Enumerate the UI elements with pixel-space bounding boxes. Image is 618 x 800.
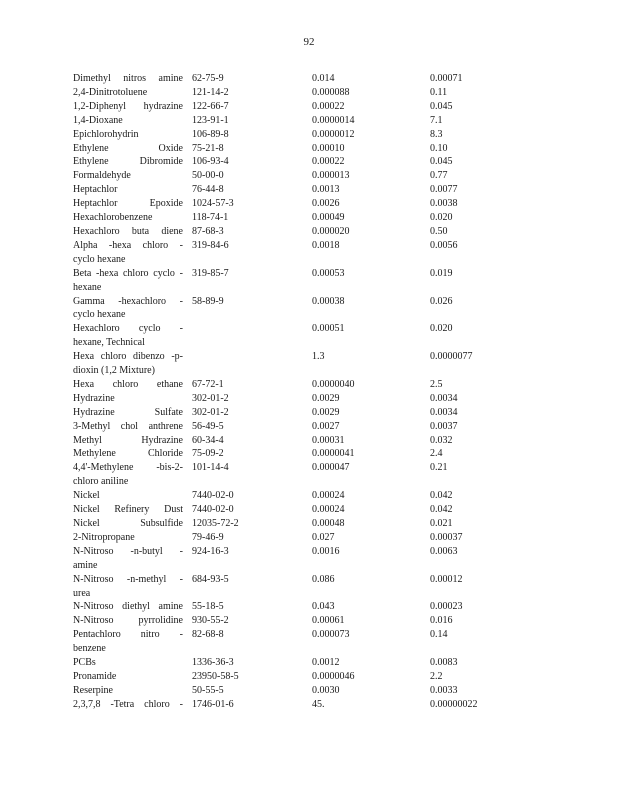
cas-number-cell: 50-55-5 bbox=[192, 684, 224, 696]
chemical-name-line: N-Nitroso pyrrolidine bbox=[73, 615, 183, 627]
chemical-name-cell bbox=[73, 225, 183, 239]
value-1-cell: 0.000047 bbox=[312, 462, 350, 474]
column-gap bbox=[183, 350, 192, 378]
value-1-cell: 0.0000041 bbox=[312, 448, 355, 460]
chemical-name-cell bbox=[73, 684, 183, 698]
value-1-cell: 0.00024 bbox=[312, 504, 345, 516]
value-1-cell: 0.0000014 bbox=[312, 114, 355, 126]
value-2-cell: 0.77 bbox=[430, 170, 448, 182]
cas-number-cell: 319-85-7 bbox=[192, 267, 229, 279]
chemical-name-line: 2-Nitropropane bbox=[73, 531, 135, 543]
chemical-name-line: hexane, Technical bbox=[73, 337, 145, 349]
value-1-cell: 0.0027 bbox=[312, 420, 340, 432]
cas-number-cell: 1024-57-3 bbox=[192, 198, 234, 210]
chemical-name-cell bbox=[73, 350, 183, 378]
cas-number-cell: 1336-36-3 bbox=[192, 657, 234, 669]
cas-number-cell: 930-55-2 bbox=[192, 615, 229, 627]
table-row bbox=[73, 447, 530, 461]
table-row bbox=[73, 656, 530, 670]
chemical-name-cell bbox=[73, 392, 183, 406]
chemical-name-line: Heptachlor bbox=[73, 184, 118, 196]
chemical-name-line: urea bbox=[73, 587, 91, 599]
cas-number-cell: 302-01-2 bbox=[192, 406, 229, 418]
table-row bbox=[73, 239, 530, 267]
value-2-cell: 0.0077 bbox=[430, 184, 458, 196]
value-2-cell: 2.5 bbox=[430, 378, 443, 390]
cas-number-cell: 101-14-4 bbox=[192, 462, 229, 474]
value-1-cell: 0.0000012 bbox=[312, 128, 355, 140]
table-row bbox=[73, 684, 530, 698]
chemical-name-line: 2,4-Dinitrotoluene bbox=[73, 86, 148, 98]
column-gap bbox=[183, 142, 192, 156]
value-1-cell: 0.0000040 bbox=[312, 378, 355, 390]
value-1-cell: 0.000073 bbox=[312, 629, 350, 641]
table-row bbox=[73, 670, 530, 684]
chemical-name-cell bbox=[73, 183, 183, 197]
chemical-name-cell bbox=[73, 670, 183, 684]
value-1-cell: 1.3 bbox=[312, 351, 325, 363]
column-gap bbox=[183, 211, 192, 225]
value-1-cell: 0.00022 bbox=[312, 156, 345, 168]
chemical-name-cell bbox=[73, 267, 183, 295]
column-gap bbox=[183, 628, 192, 656]
cas-number-cell: 106-93-4 bbox=[192, 156, 229, 168]
chemical-name-cell bbox=[73, 155, 183, 169]
table-row bbox=[73, 350, 530, 378]
column-gap bbox=[183, 656, 192, 670]
value-1-cell: 0.0026 bbox=[312, 198, 340, 210]
chemical-name-line: cyclo hexane bbox=[73, 253, 126, 265]
value-2-cell: 7.1 bbox=[430, 114, 443, 126]
table-row bbox=[73, 392, 530, 406]
cas-number-cell: 121-14-2 bbox=[192, 86, 229, 98]
chemical-name-line: PCBs bbox=[73, 657, 96, 669]
value-1-cell: 0.00061 bbox=[312, 615, 345, 627]
table-row bbox=[73, 378, 530, 392]
cas-number-cell: 7440-02-0 bbox=[192, 490, 234, 502]
chemical-name-cell bbox=[73, 517, 183, 531]
chemical-name-line: Nickel Subsulfide bbox=[73, 518, 183, 529]
table-row bbox=[73, 225, 530, 239]
table-row bbox=[73, 142, 530, 156]
column-gap bbox=[183, 614, 192, 628]
chemical-name-cell bbox=[73, 239, 183, 267]
column-gap bbox=[183, 698, 192, 712]
table-row bbox=[73, 295, 530, 323]
value-2-cell: 0.0037 bbox=[430, 420, 458, 432]
column-gap bbox=[183, 86, 192, 100]
value-1-cell: 0.0030 bbox=[312, 684, 340, 696]
column-gap bbox=[183, 225, 192, 239]
value-2-cell: 0.00012 bbox=[430, 573, 463, 585]
cas-number-cell: 87-68-3 bbox=[192, 225, 224, 237]
chemical-name-line: Hydrazine bbox=[73, 392, 115, 404]
chemical-name-line: benzene bbox=[73, 643, 106, 655]
chemical-name-line: N-Nitroso diethyl amine bbox=[73, 601, 183, 613]
chemical-name-line: 1,2-Diphenyl hydrazine bbox=[73, 100, 183, 112]
cas-number-cell: 56-49-5 bbox=[192, 420, 224, 432]
chemical-name-line: N-Nitroso -n-methyl - bbox=[73, 573, 183, 585]
column-gap bbox=[183, 155, 192, 169]
column-gap bbox=[183, 183, 192, 197]
cas-number-cell: 82-68-8 bbox=[192, 629, 224, 641]
column-gap bbox=[183, 517, 192, 531]
cas-number-cell: 75-21-8 bbox=[192, 142, 224, 154]
chemical-name-cell bbox=[73, 72, 183, 86]
table-row bbox=[73, 211, 530, 225]
column-gap bbox=[183, 197, 192, 211]
table-body bbox=[73, 72, 530, 712]
column-gap bbox=[183, 100, 192, 114]
cas-number-cell: 60-34-4 bbox=[192, 434, 224, 446]
cas-number-cell: 924-16-3 bbox=[192, 545, 229, 557]
table-row bbox=[73, 698, 530, 712]
chemical-name-line: 1,4-Dioxane bbox=[73, 114, 123, 126]
cas-number-cell bbox=[192, 322, 312, 350]
value-1-cell: 0.0018 bbox=[312, 239, 340, 251]
chemical-name-line: 2,3,7,8 -Tetra chloro - bbox=[73, 698, 183, 710]
table-row bbox=[73, 114, 530, 128]
chemical-name-line: Pronamide bbox=[73, 670, 117, 682]
table-row bbox=[73, 406, 530, 420]
table-row bbox=[73, 183, 530, 197]
value-2-cell: 2.2 bbox=[430, 670, 443, 682]
chemical-name-line: Methylene Chloride bbox=[73, 448, 183, 460]
table-row bbox=[73, 503, 530, 517]
chemical-name-line: Hexachloro buta diene bbox=[73, 225, 183, 237]
value-2-cell: 0.019 bbox=[430, 267, 453, 279]
chemical-name-cell bbox=[73, 614, 183, 628]
chemical-name-cell bbox=[73, 628, 183, 656]
column-gap bbox=[183, 461, 192, 489]
column-gap bbox=[183, 114, 192, 128]
value-2-cell: 0.042 bbox=[430, 490, 453, 502]
chemical-name-cell bbox=[73, 434, 183, 448]
table-row bbox=[73, 531, 530, 545]
chemical-name-line: Nickel Refinery Dust bbox=[73, 504, 183, 516]
value-2-cell: 0.020 bbox=[430, 212, 453, 224]
cas-number-cell: 23950-58-5 bbox=[192, 670, 239, 682]
value-1-cell: 0.0029 bbox=[312, 406, 340, 418]
cas-number-cell: 75-09-2 bbox=[192, 448, 224, 460]
table-row bbox=[73, 267, 530, 295]
cas-number-cell bbox=[192, 350, 312, 378]
chemical-name-cell bbox=[73, 197, 183, 211]
chemical-name-cell bbox=[73, 420, 183, 434]
cas-number-cell: 76-44-8 bbox=[192, 184, 224, 196]
value-1-cell: 0.00038 bbox=[312, 295, 345, 307]
column-gap bbox=[183, 434, 192, 448]
value-1-cell: 0.0029 bbox=[312, 392, 340, 404]
chemical-name-cell bbox=[73, 295, 183, 323]
column-gap bbox=[183, 684, 192, 698]
value-2-cell: 8.3 bbox=[430, 128, 443, 140]
table-row bbox=[73, 155, 530, 169]
value-2-cell: 0.0083 bbox=[430, 657, 458, 669]
cas-number-cell: 12035-72-2 bbox=[192, 518, 239, 529]
chemical-name-line: Reserpine bbox=[73, 684, 113, 696]
value-2-cell: 0.0038 bbox=[430, 198, 458, 210]
value-2-cell: 0.0056 bbox=[430, 239, 458, 251]
value-2-cell: 0.14 bbox=[430, 629, 448, 641]
chemical-name-cell bbox=[73, 322, 183, 350]
cas-number-cell: 684-93-5 bbox=[192, 573, 229, 585]
chemical-name-cell bbox=[73, 600, 183, 614]
table-row bbox=[73, 128, 530, 142]
chemical-name-cell bbox=[73, 447, 183, 461]
value-2-cell: 0.00037 bbox=[430, 531, 463, 543]
chemical-name-cell bbox=[73, 503, 183, 517]
column-gap bbox=[183, 378, 192, 392]
value-2-cell: 0.0063 bbox=[430, 545, 458, 557]
chemical-name-line: Hexa chloro ethane bbox=[73, 378, 183, 390]
column-gap bbox=[183, 503, 192, 517]
chemical-name-line: 3-Methyl chol anthrene bbox=[73, 420, 183, 432]
column-gap bbox=[183, 267, 192, 295]
value-1-cell: 0.0016 bbox=[312, 545, 340, 557]
chemical-name-line: dioxin (1,2 Mixture) bbox=[73, 365, 155, 377]
value-2-cell: 0.021 bbox=[430, 518, 453, 529]
table-row bbox=[73, 72, 530, 86]
value-1-cell: 0.00031 bbox=[312, 434, 345, 446]
value-2-cell: 0.0034 bbox=[430, 406, 458, 418]
column-gap bbox=[183, 420, 192, 434]
column-gap bbox=[183, 489, 192, 503]
cas-number-cell: 79-46-9 bbox=[192, 531, 224, 543]
chemical-name-cell bbox=[73, 698, 183, 712]
value-1-cell: 0.00022 bbox=[312, 100, 345, 112]
table-row bbox=[73, 545, 530, 573]
value-1-cell: 0.0000046 bbox=[312, 670, 355, 682]
cas-number-cell: 67-72-1 bbox=[192, 378, 224, 390]
chemical-name-line: chloro aniline bbox=[73, 476, 129, 488]
chemical-name-line: Alpha -hexa chloro - bbox=[73, 239, 183, 251]
chemical-name-cell bbox=[73, 461, 183, 489]
value-2-cell: 0.045 bbox=[430, 156, 453, 168]
cas-number-cell: 55-18-5 bbox=[192, 601, 224, 613]
value-1-cell: 0.0012 bbox=[312, 657, 340, 669]
chemical-name-cell bbox=[73, 489, 183, 503]
value-1-cell: 0.000020 bbox=[312, 225, 350, 237]
value-2-cell: 0.11 bbox=[430, 86, 448, 98]
chemical-name-line: Beta -hexa chloro cyclo - bbox=[73, 267, 183, 279]
value-1-cell: 45. bbox=[312, 698, 325, 710]
table-row bbox=[73, 86, 530, 100]
value-2-cell: 2.4 bbox=[430, 448, 443, 460]
value-2-cell: 0.50 bbox=[430, 225, 448, 237]
chemical-name-cell bbox=[73, 128, 183, 142]
chemical-name-cell bbox=[73, 656, 183, 670]
chemical-name-line: Pentachloro nitro - bbox=[73, 629, 183, 641]
cas-number-cell: 106-89-8 bbox=[192, 128, 229, 140]
chemical-name-line: hexane bbox=[73, 281, 102, 293]
value-2-cell: 0.042 bbox=[430, 504, 453, 516]
value-2-cell: 0.026 bbox=[430, 295, 453, 307]
cas-number-cell: 1746-01-6 bbox=[192, 698, 234, 710]
table-row bbox=[73, 614, 530, 628]
table-row bbox=[73, 322, 530, 350]
column-gap bbox=[183, 322, 192, 350]
column-gap bbox=[183, 72, 192, 86]
column-gap bbox=[183, 169, 192, 183]
value-1-cell: 0.00053 bbox=[312, 267, 345, 279]
value-2-cell: 0.016 bbox=[430, 615, 453, 627]
table-row bbox=[73, 489, 530, 503]
table-row bbox=[73, 628, 530, 656]
cas-number-cell: 302-01-2 bbox=[192, 392, 229, 404]
chemical-name-line: cyclo hexane bbox=[73, 309, 126, 321]
value-2-cell: 0.0034 bbox=[430, 392, 458, 404]
value-1-cell: 0.043 bbox=[312, 601, 335, 613]
chemical-name-line: Methyl Hydrazine bbox=[73, 434, 183, 446]
value-1-cell: 0.00048 bbox=[312, 518, 345, 529]
table-row bbox=[73, 420, 530, 434]
value-2-cell: 0.00071 bbox=[430, 73, 463, 84]
value-1-cell: 0.027 bbox=[312, 531, 335, 543]
table-row bbox=[73, 197, 530, 211]
chemical-name-line: Ethylene Oxide bbox=[73, 142, 183, 154]
cas-number-cell: 50-00-0 bbox=[192, 170, 224, 182]
value-2-cell: 0.21 bbox=[430, 462, 448, 474]
chemical-name-cell bbox=[73, 100, 183, 114]
value-1-cell: 0.014 bbox=[312, 73, 335, 84]
column-gap bbox=[183, 128, 192, 142]
chemical-name-cell bbox=[73, 211, 183, 225]
chemical-name-cell bbox=[73, 86, 183, 100]
column-gap bbox=[183, 295, 192, 323]
chemical-name-line: Hexa chloro dibenzo -p- bbox=[73, 351, 183, 363]
cas-number-cell: 7440-02-0 bbox=[192, 504, 234, 516]
value-2-cell: 0.032 bbox=[430, 434, 453, 446]
chemical-name-line: Gamma -hexachloro - bbox=[73, 295, 183, 307]
chemical-name-cell bbox=[73, 114, 183, 128]
column-gap bbox=[183, 447, 192, 461]
value-2-cell: 0.00023 bbox=[430, 601, 463, 613]
chemical-name-line: Hexachloro cyclo - bbox=[73, 323, 183, 335]
table-row bbox=[73, 461, 530, 489]
chemical-name-line: amine bbox=[73, 559, 98, 571]
value-2-cell: 0.0000077 bbox=[430, 351, 473, 363]
chemical-table bbox=[73, 72, 530, 712]
table-row bbox=[73, 169, 530, 183]
value-2-cell: 0.0033 bbox=[430, 684, 458, 696]
chemical-name-cell bbox=[73, 169, 183, 183]
cas-number-cell: 319-84-6 bbox=[192, 239, 229, 251]
chemical-name-line: Nickel bbox=[73, 490, 100, 502]
column-gap bbox=[183, 573, 192, 601]
chemical-name-line: Heptachlor Epoxide bbox=[73, 198, 183, 210]
chemical-name-line: 4,4'-Methylene -bis-2- bbox=[73, 462, 183, 474]
chemical-name-cell bbox=[73, 378, 183, 392]
column-gap bbox=[183, 670, 192, 684]
value-1-cell: 0.00051 bbox=[312, 323, 345, 335]
chemical-name-line: Hexachlorobenzene bbox=[73, 212, 153, 224]
chemical-name-line: Hydrazine Sulfate bbox=[73, 406, 183, 418]
table-row bbox=[73, 573, 530, 601]
value-1-cell: 0.086 bbox=[312, 573, 335, 585]
chemical-name-cell bbox=[73, 142, 183, 156]
column-gap bbox=[183, 600, 192, 614]
table-row bbox=[73, 434, 530, 448]
table-row bbox=[73, 600, 530, 614]
table-row bbox=[73, 100, 530, 114]
chemical-name-cell bbox=[73, 531, 183, 545]
value-1-cell: 0.0013 bbox=[312, 184, 340, 196]
cas-number-cell: 58-89-9 bbox=[192, 295, 224, 307]
value-2-cell: 0.00000022 bbox=[430, 698, 478, 710]
chemical-name-line: Dimethyl nitros amine bbox=[73, 73, 183, 84]
column-gap bbox=[183, 531, 192, 545]
value-2-cell: 0.10 bbox=[430, 142, 448, 154]
chemical-name-line: Formaldehyde bbox=[73, 170, 131, 182]
chemical-name-line: Epichlorohydrin bbox=[73, 128, 139, 140]
cas-number-cell: 62-75-9 bbox=[192, 73, 224, 84]
chemical-name-cell bbox=[73, 406, 183, 420]
value-1-cell: 0.000013 bbox=[312, 170, 350, 182]
value-1-cell: 0.00010 bbox=[312, 142, 345, 154]
table-row bbox=[73, 517, 530, 531]
column-gap bbox=[183, 392, 192, 406]
column-gap bbox=[183, 545, 192, 573]
value-1-cell: 0.000088 bbox=[312, 86, 350, 98]
value-2-cell: 0.045 bbox=[430, 100, 453, 112]
cas-number-cell: 118-74-1 bbox=[192, 212, 229, 224]
cas-number-cell: 123-91-1 bbox=[192, 114, 229, 126]
chemical-name-cell bbox=[73, 573, 183, 601]
chemical-name-line: Ethylene Dibromide bbox=[73, 156, 183, 168]
column-gap bbox=[183, 239, 192, 267]
value-1-cell: 0.00024 bbox=[312, 490, 345, 502]
chemical-name-line: N-Nitroso -n-butyl - bbox=[73, 545, 183, 557]
cas-number-cell: 122-66-7 bbox=[192, 100, 229, 112]
value-1-cell: 0.00049 bbox=[312, 212, 345, 224]
value-2-cell: 0.020 bbox=[430, 323, 453, 335]
page-number: 92 bbox=[303, 36, 315, 48]
chemical-name-cell bbox=[73, 545, 183, 573]
column-gap bbox=[183, 406, 192, 420]
